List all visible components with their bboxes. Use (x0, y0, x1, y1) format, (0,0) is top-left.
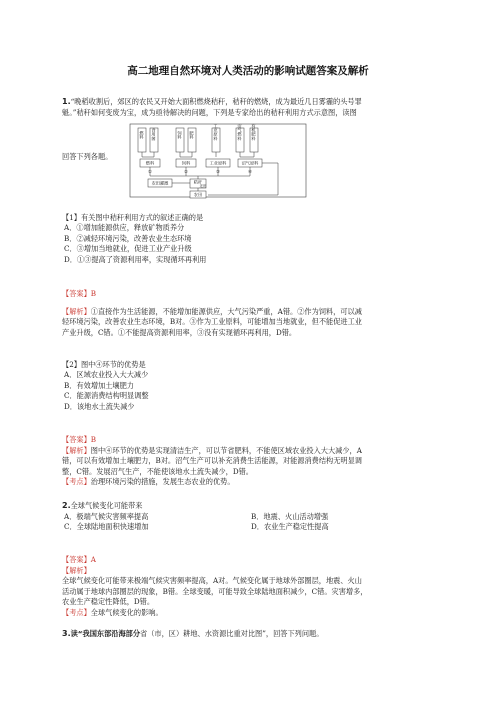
diagram-label: ④ (248, 169, 252, 174)
option-a: A．极端气候灾害频率提高 (64, 511, 149, 521)
analysis-label: 【解析】 (62, 307, 91, 316)
point-text: 治理环境污染的措施，发展生态农业的优势。 (90, 477, 235, 487)
question-number: 3. (62, 629, 71, 638)
answer-value: B (90, 289, 97, 298)
analysis-q2 (62, 566, 438, 618)
answer-value: A (90, 555, 96, 564)
diagram-label: 燃料 (139, 130, 145, 140)
option-a: A．①增加能源供应，释放矿物质养分 (64, 223, 185, 233)
option-a: A．区域农业投入大大减少 (64, 370, 149, 380)
question-1-stem-tail: 回答下列各题。 (62, 152, 113, 161)
diagram-label: 饲料 (177, 130, 183, 140)
document-title: 高二地理自然环境对人类活动的影响试题答案及解析 (127, 65, 369, 77)
question-stem: 全球气候变化可能带来 (70, 501, 143, 510)
sub-question-2 (62, 360, 438, 412)
answer-label: 【答案】 (62, 555, 91, 564)
analysis-line: 农业生产稳定性降低，D错。 (62, 597, 155, 607)
diagram-label: 饲料 (181, 160, 191, 166)
diagram-label: 有机肥料 (251, 123, 257, 141)
option-c: C．③增加当地就业，促进工业产业升级 (64, 244, 192, 254)
answer-1 (62, 289, 438, 299)
option-d: D．农业生产稳定性提高 (251, 522, 329, 532)
option-c: C．全球陆地面积快速增加 (64, 522, 149, 532)
analysis-line: 图中④环节的优势是实现清洁生产，可以节省肥料，不能使区域农业投入大大减少，A (90, 446, 362, 455)
analysis-line: 整，C错。发展沼气生产，不能使该地水土流失减少，D错。 (62, 466, 253, 476)
question-stem: 省（市，区）耕地、水资源比重对比图”，回答下列问题。 (140, 629, 324, 638)
option-d: D．该地水土流失减少 (64, 401, 135, 411)
stem-line: “晚稻收割后，郊区的农民又开始大面积燃烧秸秆，秸秆的燃烧，成为最近几日雾霾的头号罪 (70, 97, 362, 106)
answer-2 (62, 435, 438, 445)
answer-q2 (62, 555, 438, 565)
sub-question-stem: 【2】图中④环节的优势是 (62, 360, 146, 369)
stem-line: 魁。”秸秆如何变废为宝，成为亟待解决的问题，下列是专家给出的秸秆利用方式示意图，读图 (62, 107, 357, 117)
analysis-line: 活动属于地球内部圈层的现象，B错。全球变暖，可能导致全球陆地面积减少，C错。灾害增多， (62, 586, 368, 596)
question-1-stem (62, 96, 438, 118)
diagram-label: ③ (216, 169, 220, 174)
question-3 (62, 628, 438, 640)
analysis-label: 【解析】 (62, 566, 91, 575)
diagram-label: 沼气原料 (241, 160, 259, 166)
sub-question-stem: 【1】有关图中秸秆利用方式的叙述正确的是 (62, 213, 204, 222)
answer-label: 【答案】 (62, 435, 91, 444)
diagram-label: 还田 (199, 184, 207, 189)
diagram-label: 燃料 (145, 160, 155, 166)
diagram-label: 工业原料 (213, 123, 219, 141)
diagram-label: 食用菌 (151, 127, 157, 141)
diagram-label: 农田 (193, 192, 203, 197)
analysis-line: 全球气候变化可能带来极端气候灾害频率提高，A对。气候变化属于地球外部圈层，地震、火山 (62, 576, 362, 586)
analysis-line: ①直接作为生活能源，不能增加能源供应，大气污染严重，A错。②作为饲料，可以减 (90, 307, 362, 316)
option-b: B．地震、火山活动增强 (251, 511, 329, 521)
diagram-label: 沼气燃料 (237, 123, 243, 141)
diagram-label: 秸秆 (193, 179, 203, 185)
analysis-line: 轻环境污染，改善农业生态环境，B对。③作为工业原料，可能增加当地就业，但不能促进工业 (62, 317, 362, 327)
question-number: 1. (62, 97, 71, 106)
question-2 (62, 500, 438, 532)
answer-value: B (90, 435, 97, 444)
diagram-label: ① (148, 169, 152, 174)
option-b: B．有效增加土壤肥力 (64, 380, 134, 390)
analysis-line: 产业升级，C错。①不能提高资源利用率，③没有实现循环再利用，D错。 (62, 327, 297, 337)
option-b: B．②减轻环境污染，改善农业生态环境 (64, 233, 192, 243)
question-number: 2. (62, 501, 71, 510)
question-stem-bold: 读“我国东部沿海部分 (70, 629, 141, 638)
analysis-label: 【解析】 (62, 446, 91, 455)
answer-label: 【答案】 (62, 289, 91, 298)
point-text: 全球气候变化的影响。 (90, 607, 163, 617)
option-d: D．①③提高了资源利用率，实现循环再利用 (64, 254, 207, 264)
diagram-label: 肥料 (189, 130, 195, 140)
analysis-1 (62, 307, 438, 338)
diagram-label: ② (184, 169, 188, 174)
straw-utilization-diagram (128, 123, 368, 207)
point-label: 【考点】 (62, 607, 91, 617)
diagram-label: 农田灌溉 (151, 180, 169, 186)
option-c: C．能源消费结构明显调整 (64, 391, 149, 401)
analysis-2 (62, 446, 438, 488)
analysis-line: 错，可以有效增加土壤肥力，B对。沼气生产可以补充消费生活能源，对能源消费结构无明显调 (62, 456, 362, 466)
sub-question-1 (62, 213, 438, 265)
diagram-label: 工业原料 (209, 160, 227, 166)
point-label: 【考点】 (62, 477, 91, 487)
